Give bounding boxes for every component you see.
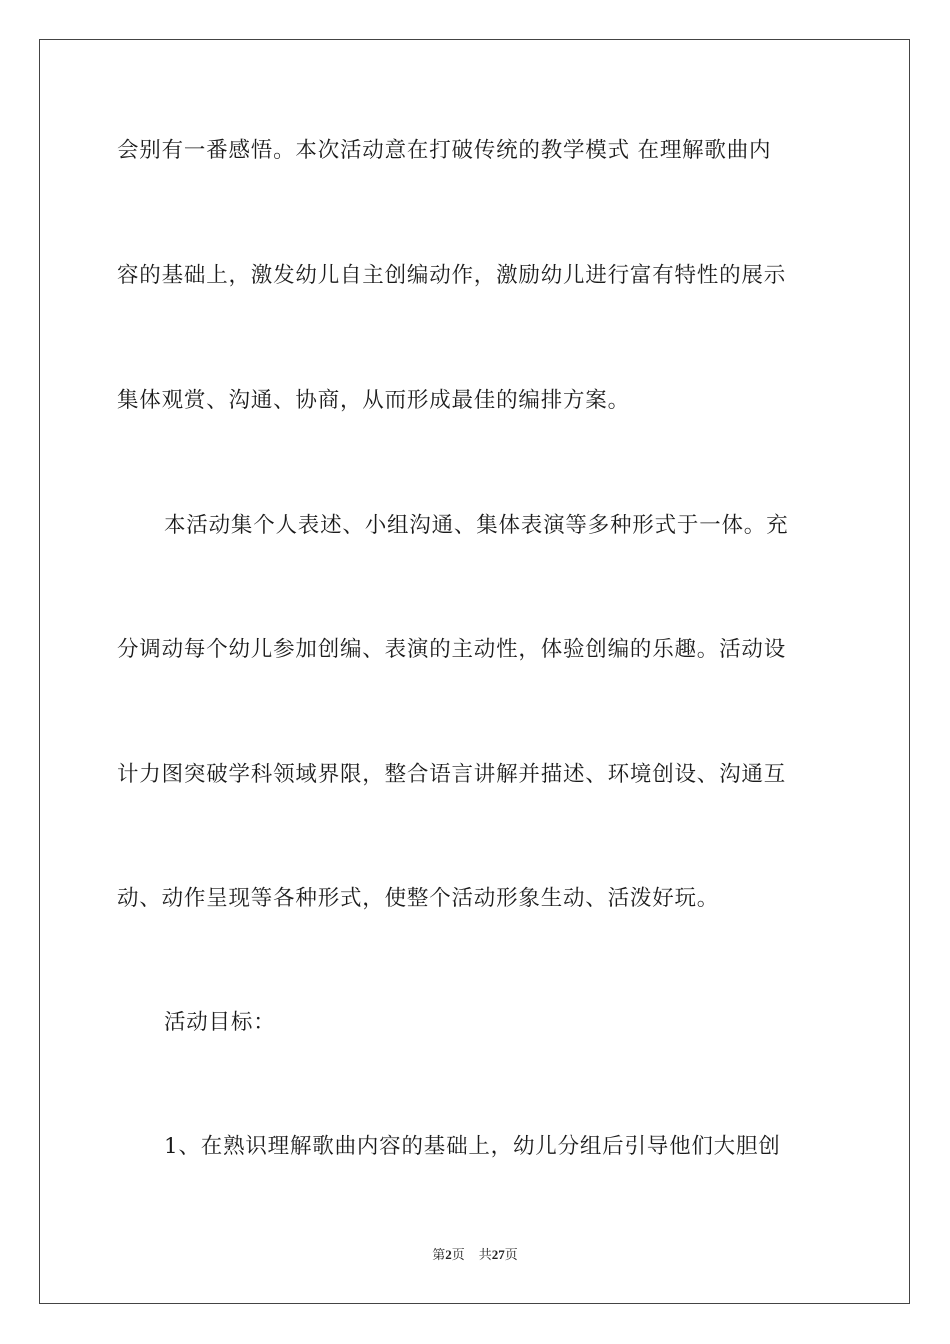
paragraph-line: 动、动作呈现等各种形式，使整个活动形象生动、活泼好玩。 xyxy=(117,886,720,911)
list-item: 1、在熟识理解歌曲内容的基础上，幼儿分组后引导他们大胆创 xyxy=(164,1134,781,1159)
page-footer xyxy=(0,1246,950,1265)
footer-page-suffix: 页 xyxy=(451,1248,465,1263)
section-heading: 活动目标： xyxy=(164,1010,276,1035)
paragraph-line: 分调动每个幼儿参加创编、表演的主动性，体验创编的乐趣。活动设 xyxy=(117,637,787,662)
paragraph-line: 会别有一番感悟。本次活动意在打破传统的教学模式 在理解歌曲内 xyxy=(117,138,772,163)
footer-total-suffix: 页 xyxy=(504,1248,518,1263)
paragraph-line: 本活动集个人表述、小组沟通、集体表演等多种形式于一体。充 xyxy=(164,513,789,538)
footer-prefix: 第 xyxy=(432,1248,446,1263)
footer-total-prefix: 共 xyxy=(478,1248,492,1263)
current-page-number: 2 xyxy=(445,1247,452,1262)
paragraph-line: 集体观赏、沟通、协商，从而形成最佳的编排方案。 xyxy=(117,388,630,413)
page-border xyxy=(39,39,910,1304)
total-page-count: 27 xyxy=(491,1247,505,1262)
paragraph-line: 计力图突破学科领域界限，整合语言讲解并描述、环境创设、沟通互 xyxy=(117,762,787,787)
paragraph-line: 容的基础上，激发幼儿自主创编动作，激励幼儿进行富有特性的展示 xyxy=(117,263,787,288)
